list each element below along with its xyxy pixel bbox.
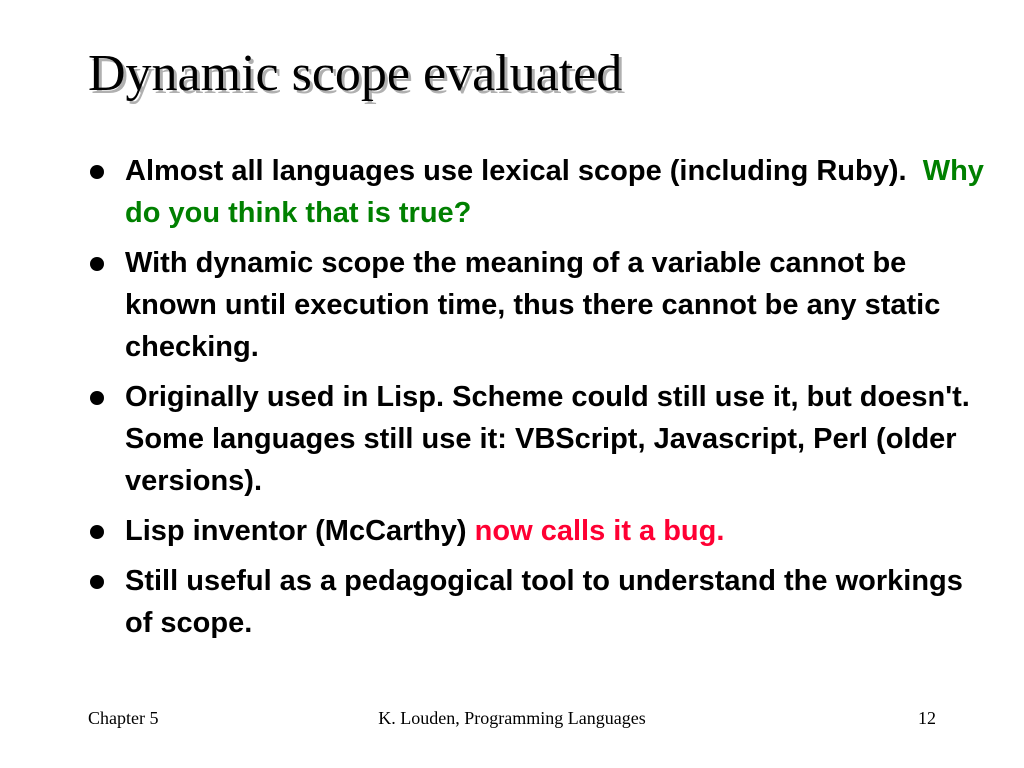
footer-chapter: Chapter 5 xyxy=(88,708,159,728)
footer-author: K. Louden, Programming Languages xyxy=(378,708,646,728)
slide-title: Dynamic scope evaluated xyxy=(88,45,623,102)
bullet-dot-icon xyxy=(90,575,104,589)
footer-page-number: 12 xyxy=(918,708,936,728)
bullet-text: With dynamic scope the meaning of a variable cannot be known until execution time, thus there cannot be any static checking. xyxy=(125,247,941,363)
bullet-highlight-red: now calls it a bug. xyxy=(474,515,725,547)
bullet-text: Originally used in Lisp. Scheme could still use it, but doesn't. Some languages still use it: VBScript, Javascript, Perl (older versions). xyxy=(125,381,970,497)
bullet-text: Almost all languages use lexical scope (including Ruby). xyxy=(125,155,907,187)
bullet-dot-icon xyxy=(90,391,104,405)
bullet-highlight-green: Why do you think that is true? xyxy=(125,155,984,229)
bullet-dot-icon xyxy=(90,525,104,539)
bullet-dot-icon xyxy=(90,257,104,271)
bullet-item xyxy=(88,150,993,234)
bullet-dot-icon xyxy=(90,165,104,179)
bullet-item xyxy=(88,242,993,368)
bullet-item xyxy=(88,560,993,644)
bullet-list xyxy=(88,150,993,652)
bullet-item xyxy=(88,376,993,502)
bullet-item xyxy=(88,510,993,552)
bullet-text: Still useful as a pedagogical tool to understand the workings of scope. xyxy=(125,565,963,639)
bullet-text: Lisp inventor (McCarthy) xyxy=(125,515,467,547)
